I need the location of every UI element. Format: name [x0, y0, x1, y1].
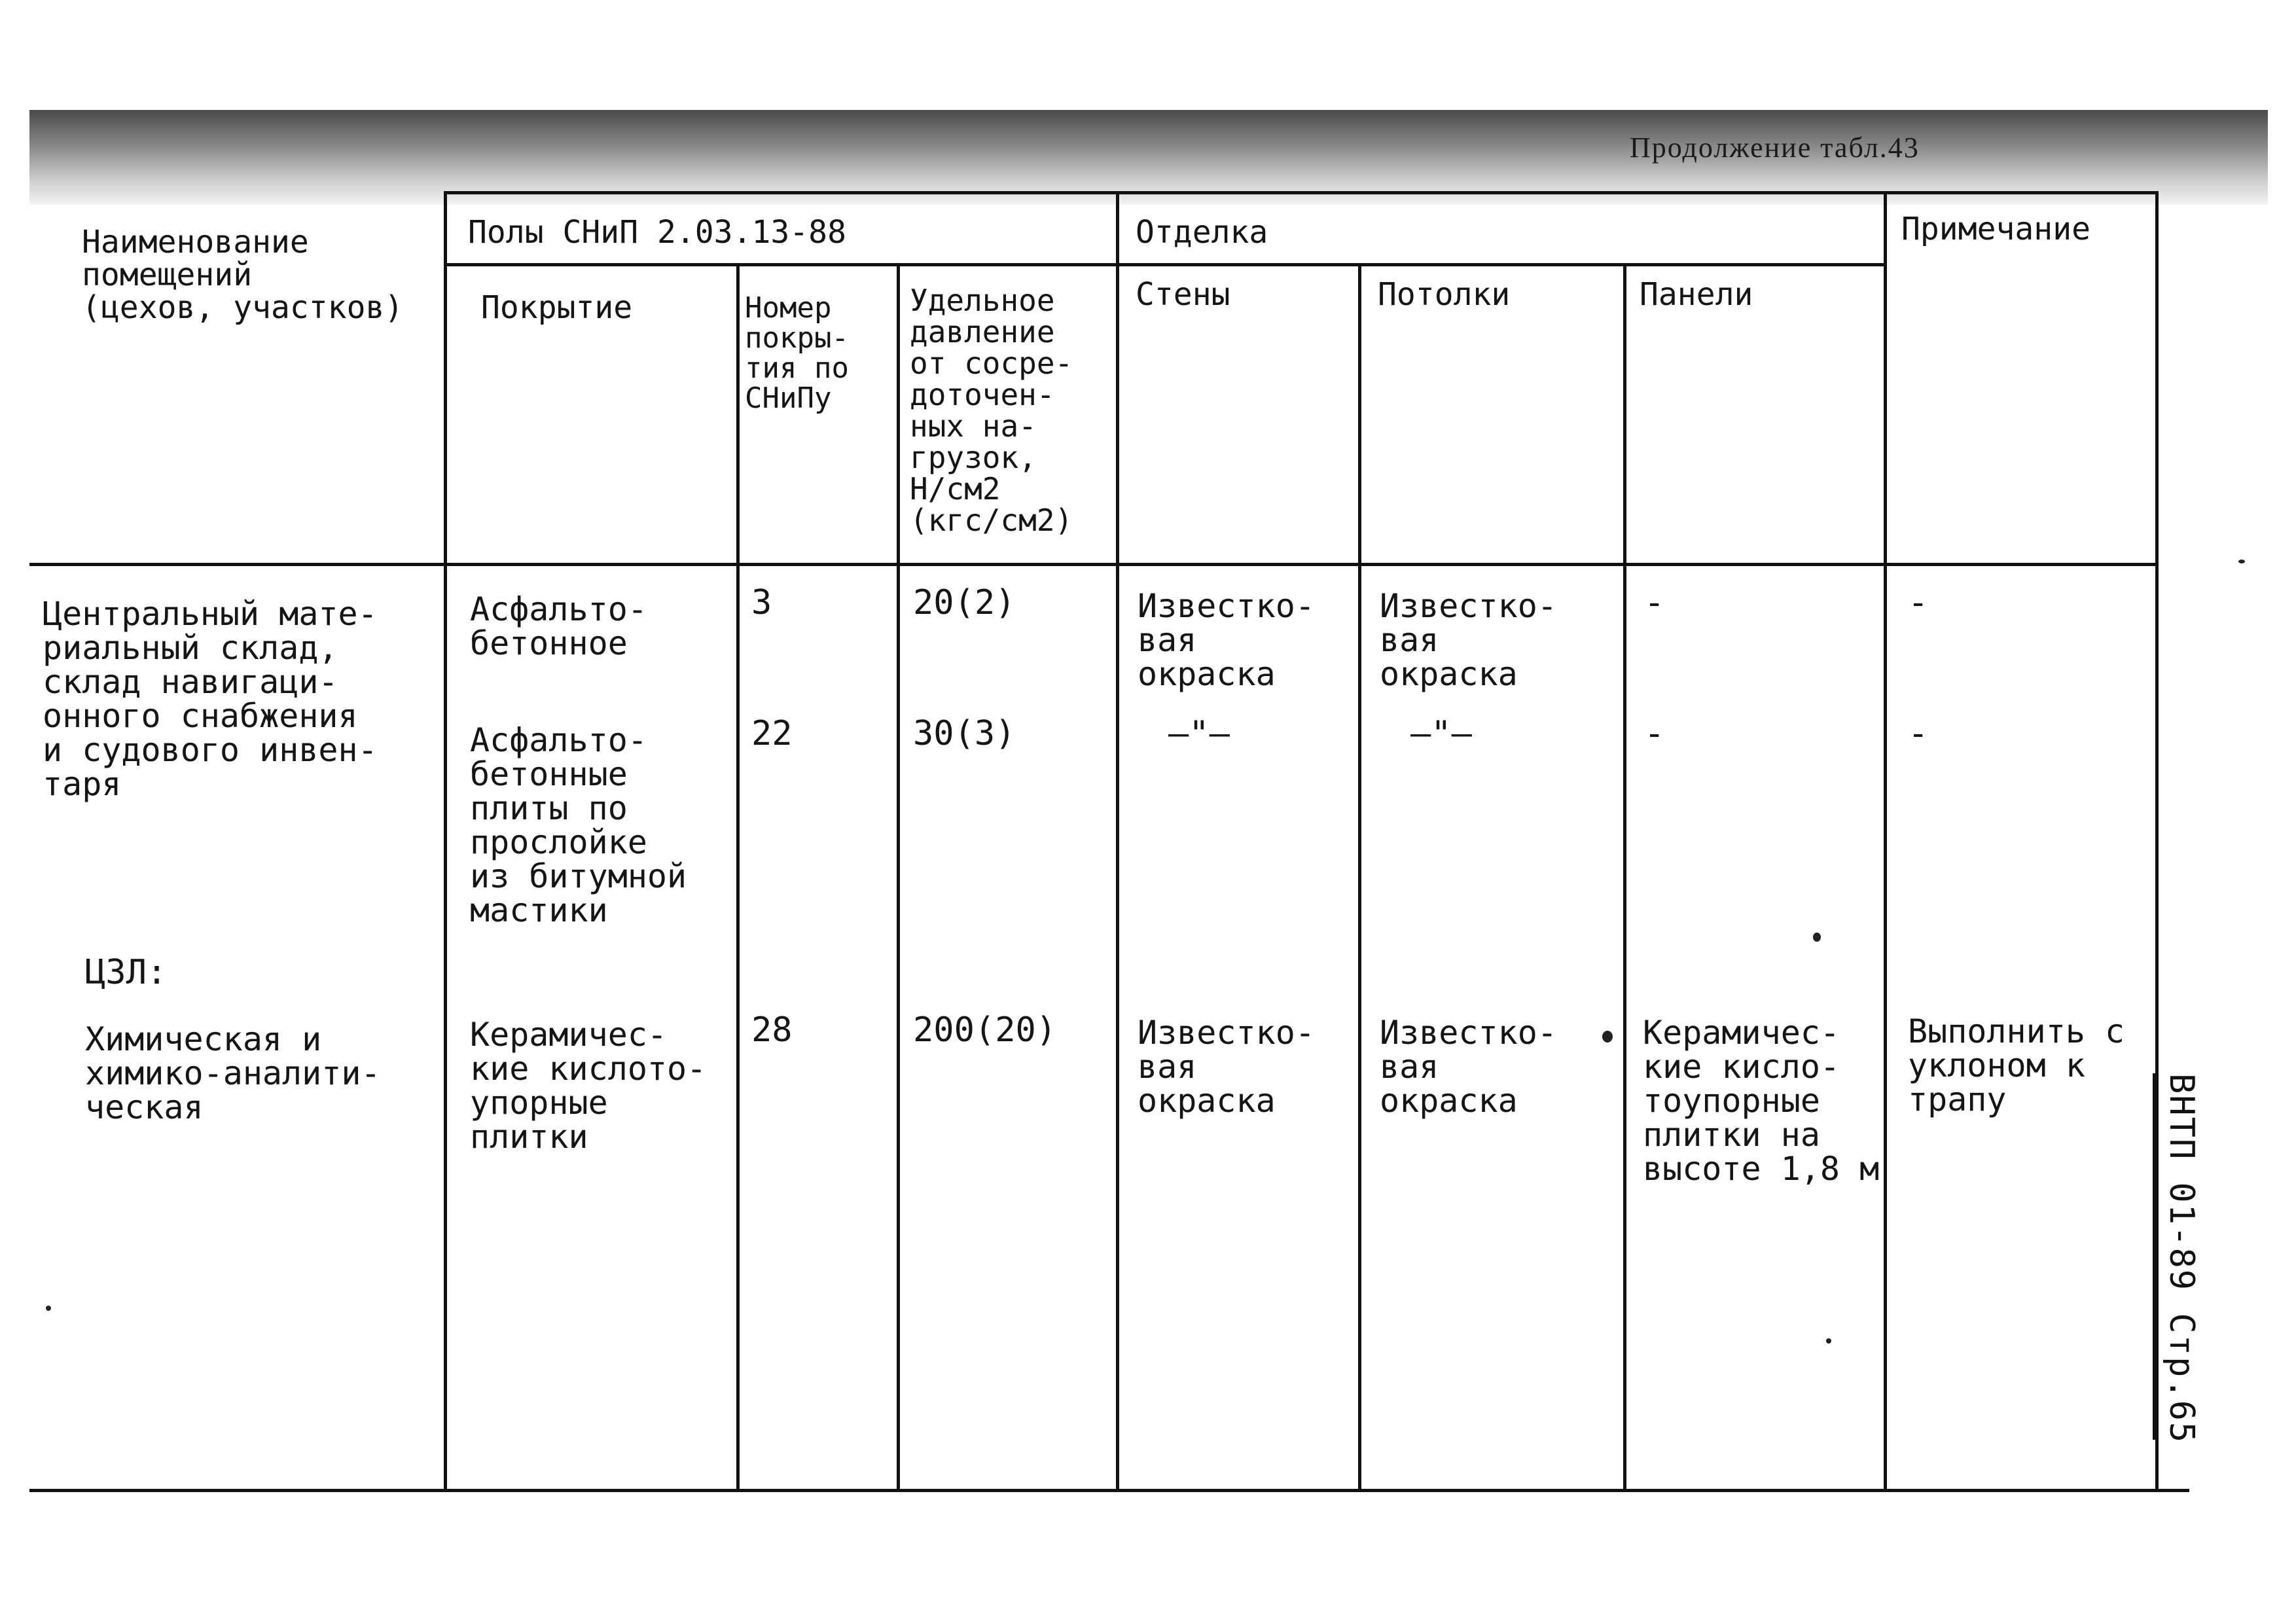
table-continuation-caption: Продолжение табл.43 [1630, 132, 1920, 164]
row2-panels: - [1644, 714, 1665, 753]
row2-note: - [1908, 714, 1929, 753]
row3-walls: Известко- вая окраска [1138, 1014, 1315, 1120]
row1-note: - [1908, 583, 1929, 622]
row1-walls: Известко- вая окраска [1138, 587, 1315, 693]
row3-coating: Керамичес- кие кислото- упорные плитки [470, 1016, 707, 1156]
column-divider-number [897, 263, 900, 1490]
header-coating: Покрытие [481, 289, 633, 326]
row2-walls: —"— [1168, 714, 1230, 753]
header-pressure: Удельное давление от сосре- доточен- ных на- грузок, Н/см2 (кгс/см2) [910, 283, 1073, 538]
table-bottom-border [29, 1489, 2189, 1492]
row3-room-group: ЦЗЛ: [85, 953, 168, 992]
row1-number: 3 [751, 583, 772, 622]
row1-coating: Асфальто- бетонное [470, 590, 647, 662]
row1-room: Центральный мате- риальный склад, склад навигаци- онного снабжения и судового инвен- таря [43, 595, 378, 803]
row3-note: Выполнить с уклоном к трапу [1908, 1012, 2125, 1118]
table-top-border [444, 191, 2159, 194]
header-bottom-border [29, 563, 2159, 566]
column-divider-pressure [1116, 191, 1119, 1490]
page-number-label: ВНТП 01-89 Стр.65 [2153, 1073, 2201, 1440]
header-walls: Стены [1136, 276, 1230, 313]
header-note: Примечание [1901, 211, 2090, 247]
row2-coating: Асфальто- бетонные плиты по прослойке из битумной мастики [470, 721, 687, 929]
row2-number: 22 [751, 714, 793, 753]
row3-room: Химическая и химико-аналити- ческая [85, 1020, 381, 1126]
row2-pressure: 30(3) [913, 714, 1016, 753]
header-floors-group: Полы СНиП 2.03.13-88 [468, 214, 846, 251]
header-coating-number: Номер покры- тия по СНиПу [745, 291, 849, 415]
row3-panels: Керамичес- кие кисло- тоупорные плитки на высоте 1,8 м [1643, 1014, 1880, 1188]
column-divider-ceilings [1623, 263, 1626, 1490]
row3-number: 28 [751, 1010, 793, 1050]
scan-speck [1826, 1338, 1831, 1344]
header-room-name: Наименование помещений (цехов, участков) [82, 224, 404, 326]
column-divider-room [444, 191, 447, 1490]
scan-speck [1602, 1031, 1613, 1043]
row1-panels: - [1644, 583, 1665, 622]
header-panels: Панели [1640, 276, 1753, 313]
header-group-divider [444, 263, 1884, 266]
row1-ceilings: Известко- вая окраска [1380, 587, 1557, 693]
row1-pressure: 20(2) [913, 583, 1016, 622]
row2-ceilings: —"— [1410, 714, 1472, 753]
scan-speck [46, 1306, 51, 1311]
column-divider-walls [1358, 263, 1361, 1490]
header-ceilings: Потолки [1378, 276, 1511, 313]
scan-speck [1813, 933, 1821, 942]
header-finish-group: Отделка [1136, 214, 1268, 251]
row3-pressure: 200(20) [913, 1010, 1057, 1050]
column-divider-coating [736, 263, 740, 1490]
row3-ceilings: Известко- вая окраска [1380, 1014, 1557, 1120]
scan-speck [2238, 560, 2245, 563]
column-divider-panels [1884, 191, 1887, 1490]
